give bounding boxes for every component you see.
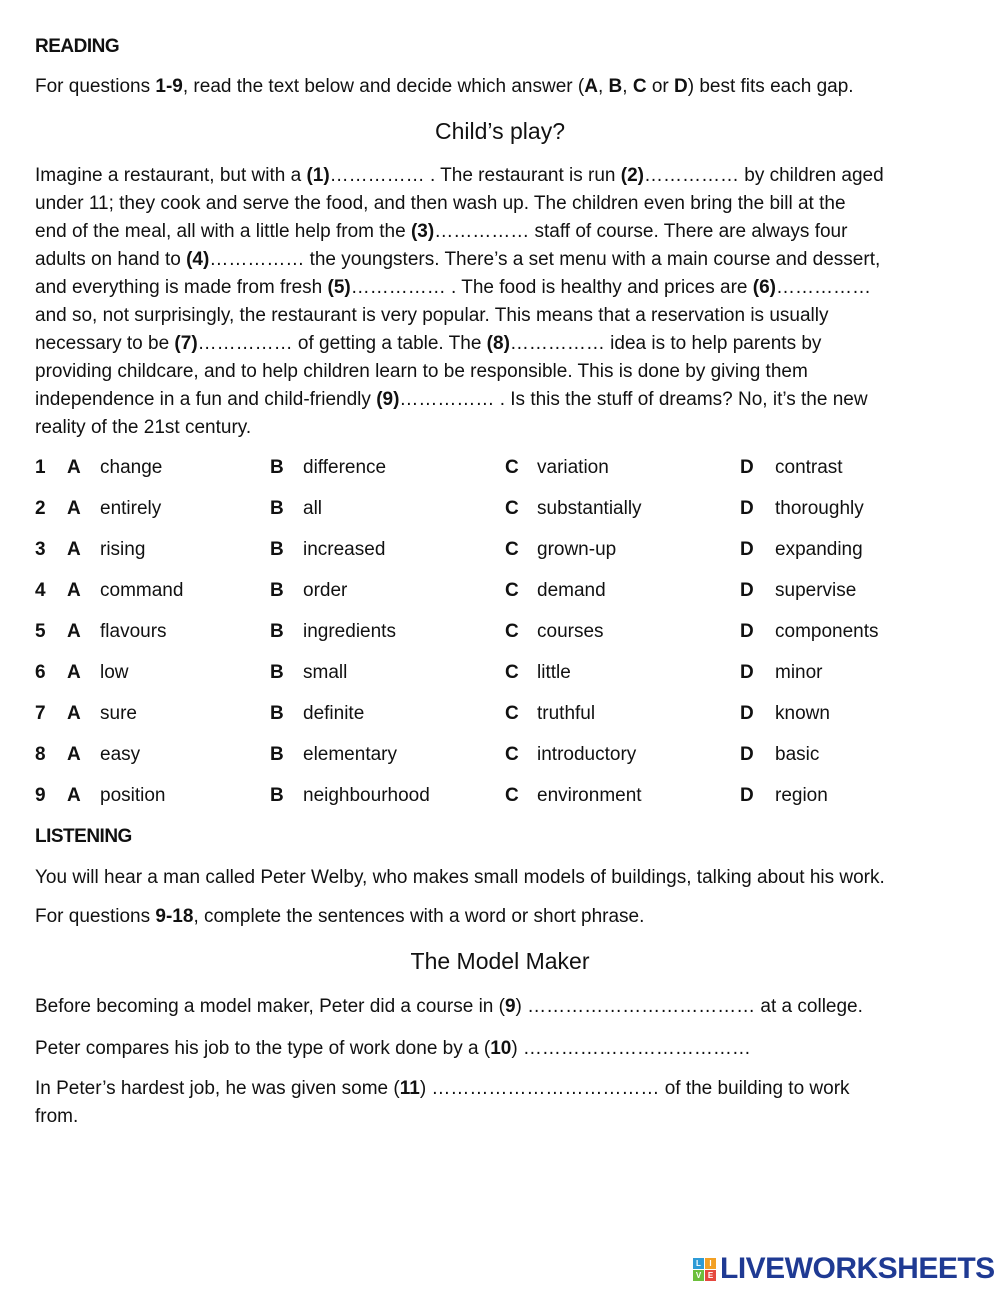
option-b[interactable]: order [303,580,348,601]
option-letter-c: C [505,498,519,519]
option-letter-c: C [505,662,519,683]
question-number: 3 [35,539,46,560]
listening-heading: LISTENING [35,826,132,847]
reading-instruction: For questions 1-9, read the text below and decide which answer (A, B, C or D) best fits each gap. [35,76,854,97]
reading-passage [35,162,965,442]
question-number: 4 [35,580,46,601]
question-number: 8 [35,744,46,765]
option-c[interactable]: substantially [537,498,642,519]
option-b[interactable]: neighbourhood [303,785,430,806]
question-number: 6 [35,662,46,683]
passage-text: …………… . The restaurant is run [329,165,621,186]
passage-text: end of the meal, all with a little help from the [35,221,411,242]
option-letter-c: C [505,539,519,560]
option-letter-d: D [740,539,754,560]
liveworksheets-logo-text: LIVEWORKSHEETS [720,1252,995,1285]
question-row [35,785,965,813]
listening-sentence-10: Peter compares his job to the type of work done by a (10) ……………………………… [35,1038,751,1059]
option-letter-d: D [740,621,754,642]
option-d[interactable]: expanding [775,539,863,560]
passage-text: …………… the youngsters. There’s a set menu with a main course and dessert, [209,249,881,270]
option-letter-d: D [740,457,754,478]
option-a[interactable]: flavours [100,621,167,642]
logo-mark-tile: V [693,1270,704,1281]
question-row [35,539,965,567]
option-d[interactable]: known [775,703,830,724]
option-letter-b: B [270,744,284,765]
option-a[interactable]: position [100,785,166,806]
logo-mark-tile: I [705,1258,716,1269]
passage-text: reality of the 21st century. [35,417,252,438]
gap-number[interactable]: (6) [752,277,776,298]
option-letter-b: B [270,703,284,724]
option-letter-a: A [67,785,81,806]
passage-line [35,274,965,302]
option-letter-b: B [270,621,284,642]
option-letter-a: A [67,621,81,642]
option-c[interactable]: grown-up [537,539,617,560]
option-c[interactable]: courses [537,621,604,642]
question-row [35,744,965,772]
question-row [35,457,965,485]
passage-line [35,190,965,218]
listening-sentence-11-continued: from. [35,1106,79,1127]
option-b[interactable]: difference [303,457,387,478]
question-row [35,703,965,731]
option-d[interactable]: contrast [775,457,843,478]
option-letter-c: C [505,621,519,642]
option-letter-a: A [67,580,81,601]
option-letter-b: B [270,539,284,560]
option-d[interactable]: minor [775,662,823,683]
passage-text: Imagine a restaurant, but with a [35,165,307,186]
reading-heading: READING [35,36,120,57]
option-a[interactable]: change [100,457,163,478]
option-d[interactable]: thoroughly [775,498,864,519]
option-letter-d: D [740,662,754,683]
option-letter-a: A [67,703,81,724]
option-letter-d: D [740,744,754,765]
question-row [35,621,965,649]
passage-text: …………… . Is this the stuff of dreams? No, it’s the new [399,389,868,410]
option-letter-d: D [740,785,754,806]
gap-number[interactable]: (2) [620,165,644,186]
option-c[interactable]: variation [537,457,609,478]
passage-text: …………… of getting a table. The [197,333,487,354]
passage-text: independence in a fun and child-friendly [35,389,377,410]
passage-text: …………… staff of course. There are always four [434,221,848,242]
listening-intro: You will hear a man called Peter Welby, who makes small models of buildings, talking about his work. [35,867,885,888]
listening-sentence-9: Before becoming a model maker, Peter did a course in (9) ……………………………… at a college. [35,996,863,1017]
liveworksheets-logo[interactable] [693,1252,995,1286]
listening-instruction: For questions 9-18, complete the sentences with a word or short phrase. [35,906,645,927]
passage-text: …………… [776,277,871,298]
option-d[interactable]: components [775,621,879,642]
passage-text: and everything is made from fresh [35,277,328,298]
option-letter-c: C [505,457,519,478]
option-letter-d: D [740,580,754,601]
passage-line [35,330,965,358]
question-number: 5 [35,621,46,642]
passage-line [35,302,965,330]
option-letter-a: A [67,744,81,765]
option-a[interactable]: sure [100,703,137,724]
option-a[interactable]: rising [100,539,146,560]
option-b[interactable]: increased [303,539,386,560]
option-letter-a: A [67,498,81,519]
option-a[interactable]: command [100,580,184,601]
option-d[interactable]: region [775,785,828,806]
option-letter-c: C [505,580,519,601]
passage-text: necessary to be [35,333,175,354]
passage-line [35,246,965,274]
option-b[interactable]: definite [303,703,365,724]
option-letter-c: C [505,703,519,724]
question-number: 1 [35,457,46,478]
gap-number[interactable]: (7) [174,333,198,354]
passage-text: under 11; they cook and serve the food, and then wash up. The children even bring the bill at the [35,193,846,214]
option-a[interactable]: low [100,662,129,683]
question-row [35,662,965,690]
option-letter-b: B [270,785,284,806]
gap-number[interactable]: (5) [327,277,351,298]
option-letter-b: B [270,580,284,601]
gap-number[interactable]: (8) [486,333,510,354]
passage-text: …………… by children aged [643,165,884,186]
logo-mark-tile: L [693,1258,704,1269]
gap-number[interactable]: (3) [410,221,435,242]
passage-text: and so, not surprisingly, the restaurant is very popular. This means that a reservation is usually [35,305,829,326]
listening-sentence-11: In Peter’s hardest job, he was given some (11) ……………………………… of the building to work [35,1078,850,1099]
option-c[interactable]: demand [537,580,606,601]
passage-text: adults on hand to [35,249,187,270]
option-b[interactable]: ingredients [303,621,396,642]
passage-line [35,358,965,386]
gap-number[interactable]: (9) [376,389,400,410]
question-row [35,580,965,608]
option-b[interactable]: all [303,498,323,519]
question-number: 7 [35,703,46,724]
option-d[interactable]: basic [775,744,820,765]
option-letter-c: C [505,744,519,765]
option-letter-b: B [270,662,284,683]
passage-line [35,386,965,414]
option-b[interactable]: elementary [303,744,397,765]
option-d[interactable]: supervise [775,580,857,601]
question-number: 9 [35,785,46,806]
option-letter-c: C [505,785,519,806]
gap-number[interactable]: (4) [186,249,210,270]
option-letter-a: A [67,457,81,478]
option-letter-a: A [67,662,81,683]
option-c[interactable]: truthful [537,703,596,724]
passage-text: providing childcare, and to help children learn to be responsible. This is done by giving them [35,361,808,382]
logo-mark-tile: E [705,1270,716,1281]
option-letter-d: D [740,498,754,519]
option-a[interactable]: entirely [100,498,162,519]
option-letter-b: B [270,457,284,478]
option-letter-d: D [740,703,754,724]
passage-line [35,218,965,246]
option-c[interactable]: environment [537,785,642,806]
option-a[interactable]: easy [100,744,141,765]
option-b[interactable]: small [303,662,348,683]
question-number: 2 [35,498,46,519]
option-c[interactable]: introductory [537,744,637,765]
option-letter-b: B [270,498,284,519]
passage-text: …………… . The food is healthy and prices are [350,277,753,298]
question-row [35,498,965,526]
listening-title: The Model Maker [410,948,590,974]
passage-line [35,414,965,442]
passage-line [35,162,965,190]
passage-text: …………… idea is to help parents by [509,333,822,354]
option-c[interactable]: little [537,662,571,683]
gap-number[interactable]: (1) [306,165,330,186]
liveworksheets-logo-icon [693,1258,716,1281]
option-letter-a: A [67,539,81,560]
reading-title: Child’s play? [435,118,565,144]
